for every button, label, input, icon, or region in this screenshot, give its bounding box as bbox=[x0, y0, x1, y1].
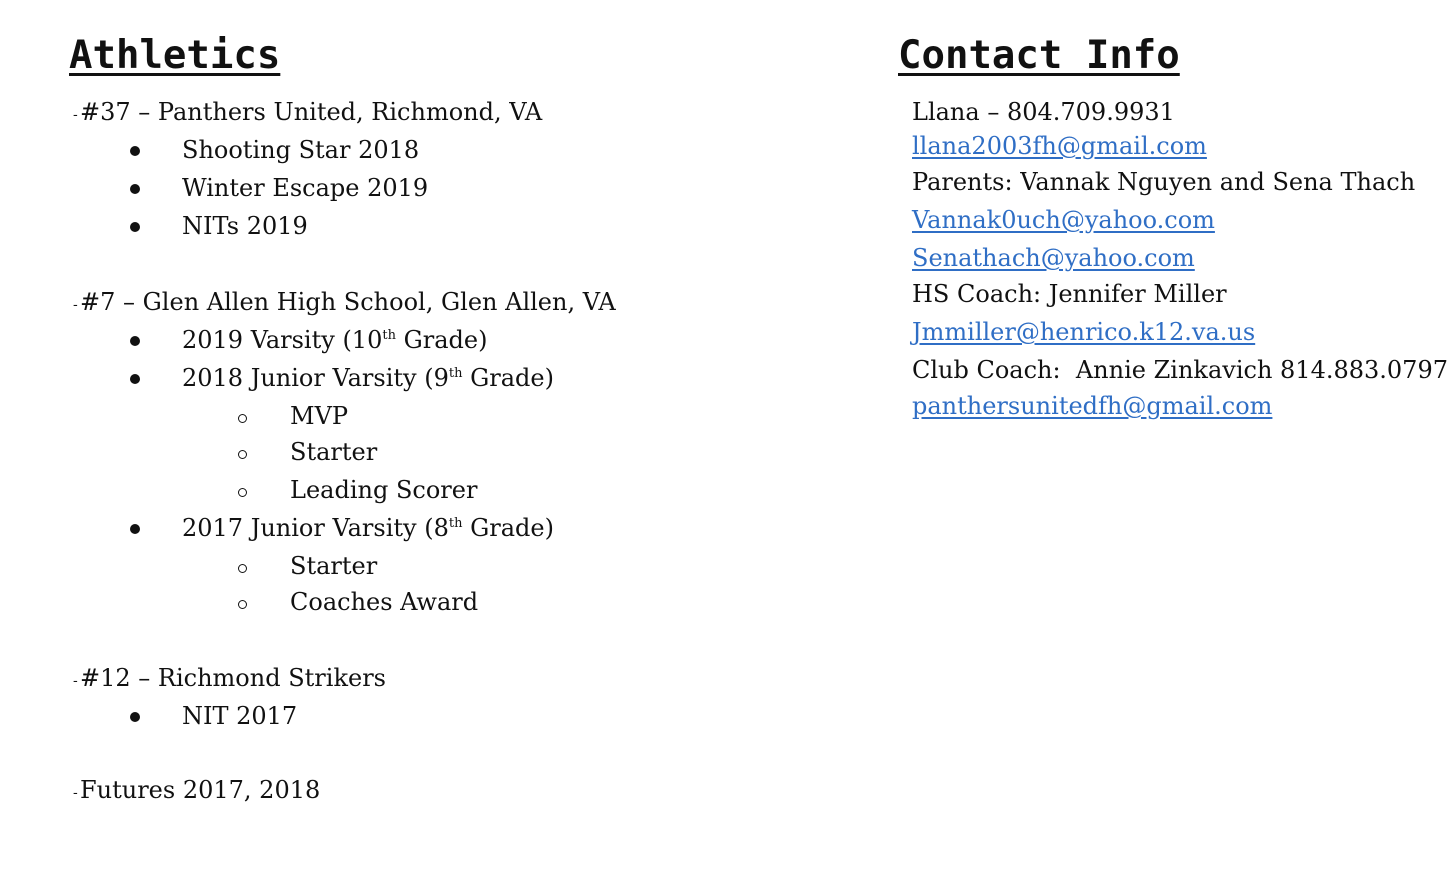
bullet-icon bbox=[130, 374, 140, 384]
list-item bbox=[182, 516, 554, 540]
team-title-richmond-strikers: #12 – Richmond Strikers bbox=[80, 664, 386, 692]
list-item: Winter Escape 2019 bbox=[182, 174, 429, 202]
parent-email-link-sena[interactable]: Senathach@yahoo.com bbox=[912, 244, 1195, 272]
bullet-icon bbox=[130, 184, 140, 194]
player-email-link[interactable]: llana2003fh@gmail.com bbox=[912, 132, 1207, 160]
futures-line: Futures 2017, 2018 bbox=[80, 776, 321, 804]
club-email-line bbox=[912, 394, 1272, 418]
bullet-icon bbox=[130, 336, 140, 346]
sub-list-item: MVP bbox=[290, 402, 349, 430]
player-email-line bbox=[912, 134, 1207, 158]
list-item: NITs 2019 bbox=[182, 212, 308, 240]
parent-email-line bbox=[912, 208, 1215, 232]
sub-list-item: Coaches Award bbox=[290, 588, 479, 616]
list-item bbox=[182, 366, 554, 390]
dash-marker: - bbox=[73, 673, 78, 689]
list-item: NIT 2017 bbox=[182, 702, 298, 730]
grade-text-end: Grade) bbox=[395, 326, 488, 354]
sub-list-item: Starter bbox=[290, 552, 378, 580]
parent-email-link-vannak[interactable]: Vannak0uch@yahoo.com bbox=[912, 206, 1215, 234]
grade-text: 2017 Junior Varsity (8 bbox=[182, 514, 449, 542]
hs-coach-email-link[interactable]: Jmmiller@henrico.k12.va.us bbox=[912, 318, 1256, 346]
dash-marker: - bbox=[73, 107, 78, 123]
sub-list-item: Starter bbox=[290, 438, 378, 466]
parent-email-line bbox=[912, 246, 1195, 270]
player-phone: Llana – 804.709.9931 bbox=[912, 98, 1175, 126]
club-email-link[interactable]: panthersunitedfh@gmail.com bbox=[912, 392, 1273, 420]
sub-list-item: Leading Scorer bbox=[290, 476, 478, 504]
parents-line: Parents: Vannak Nguyen and Sena Thach bbox=[912, 168, 1416, 196]
ordinal-suffix: th bbox=[382, 328, 396, 343]
ordinal-suffix: th bbox=[448, 366, 463, 381]
list-item bbox=[182, 328, 487, 352]
hs-coach-email-line bbox=[912, 320, 1255, 344]
list-item: Shooting Star 2018 bbox=[182, 136, 420, 164]
grade-text: 2019 Varsity (10 bbox=[182, 326, 383, 354]
bullet-icon bbox=[130, 524, 140, 534]
circle-bullet-icon bbox=[238, 414, 247, 423]
hs-coach-line: HS Coach: Jennifer Miller bbox=[912, 280, 1227, 308]
dash-marker: - bbox=[73, 297, 78, 313]
bullet-icon bbox=[130, 222, 140, 232]
bullet-icon bbox=[130, 712, 140, 722]
contact-heading: Contact Info bbox=[898, 33, 1180, 78]
circle-bullet-icon bbox=[238, 450, 247, 459]
bullet-icon bbox=[130, 146, 140, 156]
grade-text: 2018 Junior Varsity (9 bbox=[182, 364, 449, 392]
club-coach-line: Club Coach: Annie Zinkavich 814.883.0797 bbox=[912, 356, 1448, 384]
circle-bullet-icon bbox=[238, 488, 247, 497]
dash-marker: - bbox=[73, 785, 78, 801]
team-title-panthers-united: #37 – Panthers United, Richmond, VA bbox=[80, 98, 543, 126]
ordinal-suffix: th bbox=[448, 516, 463, 531]
circle-bullet-icon bbox=[238, 564, 247, 573]
team-title-glen-allen: #7 – Glen Allen High School, Glen Allen, VA bbox=[80, 288, 616, 316]
grade-text-end: Grade) bbox=[462, 514, 554, 542]
grade-text-end: Grade) bbox=[462, 364, 554, 392]
athletics-heading: Athletics bbox=[69, 33, 281, 78]
circle-bullet-icon bbox=[238, 600, 247, 609]
